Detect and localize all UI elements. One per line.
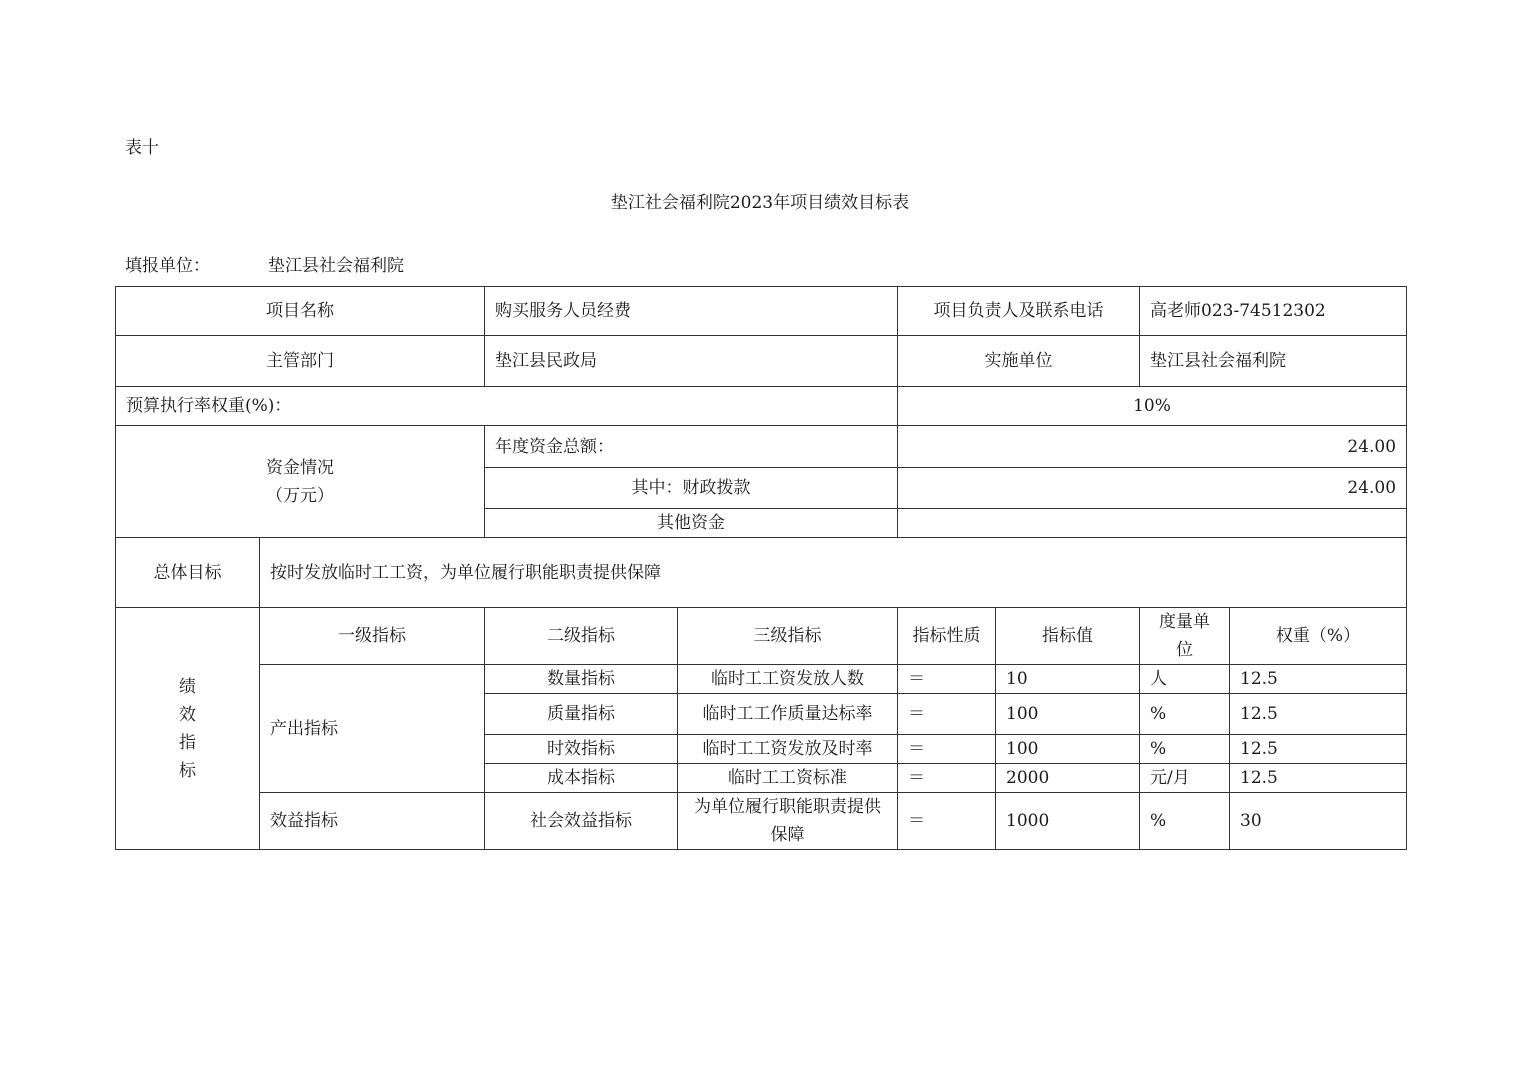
header-unit: 度量单位 — [1140, 608, 1230, 665]
level2-cell: 时效指标 — [485, 735, 678, 764]
value-cell: 100 — [996, 735, 1140, 764]
funds-label — [116, 426, 485, 538]
filler-value: 垫江县社会福利院 — [268, 256, 404, 276]
weight-cell: 30 — [1230, 793, 1407, 850]
weight-cell: 12.5 — [1230, 665, 1407, 694]
weight-cell: 12.5 — [1230, 735, 1407, 764]
level1-output: 产出指标 — [260, 665, 485, 793]
weight-cell: 12.5 — [1230, 694, 1407, 735]
contact-label: 项目负责人及联系电话 — [898, 287, 1140, 336]
budget-weight-label: 预算执行率权重(%)： — [116, 387, 898, 426]
project-name-row — [116, 287, 1407, 336]
filler-label: 填报单位： — [125, 256, 210, 276]
fiscal-funds-label: 其中：财政拨款 — [485, 468, 898, 509]
header-level2: 二级指标 — [485, 608, 678, 665]
level2-cell: 质量指标 — [485, 694, 678, 735]
other-funds-label: 其他资金 — [485, 509, 898, 538]
department-value: 垫江县民政局 — [485, 336, 898, 387]
implementer-label: 实施单位 — [898, 336, 1140, 387]
level1-benefit: 效益指标 — [260, 793, 485, 850]
indicator-row — [116, 665, 1407, 694]
level2-cell: 成本指标 — [485, 764, 678, 793]
level3-cell: 临时工工资标准 — [678, 764, 898, 793]
budget-weight-row — [116, 387, 1407, 426]
level3-cell: 为单位履行职能职责提供保障 — [678, 793, 898, 850]
header-level3: 三级指标 — [678, 608, 898, 665]
level3-cell: 临时工工资发放人数 — [678, 665, 898, 694]
header-level1: 一级指标 — [260, 608, 485, 665]
project-name-label: 项目名称 — [116, 287, 485, 336]
value-cell: 1000 — [996, 793, 1140, 850]
level3-cell: 临时工工资发放及时率 — [678, 735, 898, 764]
implementer-value: 垫江县社会福利院 — [1140, 336, 1407, 387]
header-nature: 指标性质 — [898, 608, 996, 665]
value-cell: 2000 — [996, 764, 1140, 793]
contact-value: 高老师023-74512302 — [1140, 287, 1407, 336]
overall-goal-row — [116, 538, 1407, 608]
fiscal-funds-value: 24.00 — [898, 468, 1407, 509]
header-value: 指标值 — [996, 608, 1140, 665]
indicator-row — [116, 793, 1407, 850]
department-label: 主管部门 — [116, 336, 485, 387]
section-char: 效 — [179, 704, 196, 725]
value-cell: 10 — [996, 665, 1140, 694]
weight-cell: 12.5 — [1230, 764, 1407, 793]
level2-cell: 数量指标 — [485, 665, 678, 694]
section-char: 指 — [179, 732, 196, 753]
level2-cell: 社会效益指标 — [485, 793, 678, 850]
unit-cell: % — [1140, 793, 1230, 850]
indicators-section-label — [116, 608, 260, 850]
funds-label-line2: （万元） — [266, 485, 334, 506]
section-char: 标 — [179, 760, 196, 781]
unit-cell: % — [1140, 694, 1230, 735]
overall-goal-label: 总体目标 — [116, 538, 260, 608]
budget-weight-value: 10% — [898, 387, 1407, 426]
nature-cell: ＝ — [898, 735, 996, 764]
project-name-value: 购买服务人员经费 — [485, 287, 898, 336]
table-label: 表十 — [125, 138, 159, 158]
nature-cell: ＝ — [898, 665, 996, 694]
annual-funds-value: 24.00 — [898, 426, 1407, 468]
department-row — [116, 336, 1407, 387]
funds-label-line1: 资金情况 — [266, 457, 334, 478]
annual-funds-row — [116, 426, 1407, 468]
level3-cell: 临时工工作质量达标率 — [678, 694, 898, 735]
performance-table — [115, 286, 1407, 850]
filler-row — [125, 251, 404, 276]
nature-cell: ＝ — [898, 694, 996, 735]
value-cell: 100 — [996, 694, 1140, 735]
indicator-header-row — [116, 608, 1407, 665]
nature-cell: ＝ — [898, 793, 996, 850]
document-title: 垫江社会福利院2023年项目绩效目标表 — [610, 193, 910, 213]
other-funds-value — [898, 509, 1407, 538]
overall-goal-text: 按时发放临时工工资，为单位履行职能职责提供保障 — [260, 538, 1407, 608]
unit-cell: 元/月 — [1140, 764, 1230, 793]
section-char: 绩 — [179, 676, 196, 697]
nature-cell: ＝ — [898, 764, 996, 793]
unit-cell: 人 — [1140, 665, 1230, 694]
header-weight: 权重（%） — [1230, 608, 1407, 665]
annual-funds-label: 年度资金总额： — [485, 426, 898, 468]
unit-cell: % — [1140, 735, 1230, 764]
